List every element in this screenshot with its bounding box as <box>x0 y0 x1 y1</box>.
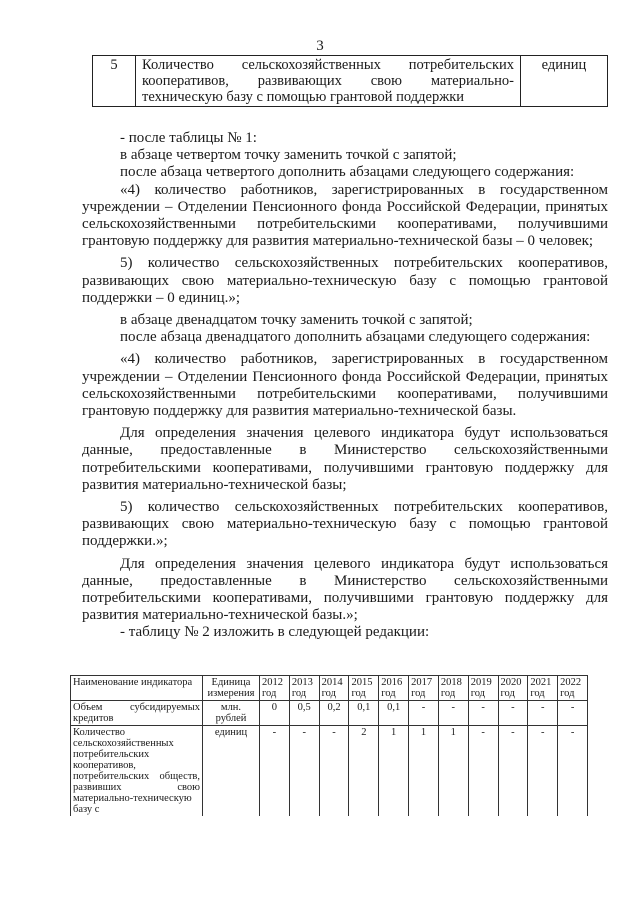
paragraph: 5) количество сельскохозяйственных потребительских кооперативов, развивающих свою материально-техническую базу с помощью грантовой поддержки – 0 единиц.»; <box>82 255 608 306</box>
paragraph: 5) количество сельскохозяйственных потребительских кооперативов, развивающих свою материально-техническую базу с помощью грантовой поддержки.»; <box>82 499 608 550</box>
indicator-name: Количество сельскохозяйственных потребительских кооперативов, потребительских обществ, развивших свою материально-техническую базу с <box>71 726 203 817</box>
indicator-text: Количество сельскохозяйственных потребительских кооперативов, развивающих свою материально-техническую базу с помощью грантовой поддержки <box>136 56 521 107</box>
column-header: 2021 год <box>528 676 558 701</box>
row-number: 5 <box>93 56 136 107</box>
indicator-name: Объем субсидируемых кредитов <box>71 701 203 726</box>
value-cell: - <box>558 726 588 817</box>
value-cell: 0,1 <box>349 701 379 726</box>
value-cell: - <box>289 726 319 817</box>
table-row <box>71 726 588 817</box>
paragraph: после абзаца четвертого дополнить абзацами следующего содержания: <box>120 164 575 181</box>
column-header: Единица измерения <box>203 676 260 701</box>
paragraph: в абзаце четвертом точку заменить точкой с запятой; <box>120 147 457 164</box>
value-cell: - <box>468 726 498 817</box>
unit-cell: млн. рублей <box>203 701 260 726</box>
paragraph: «4) количество работников, зарегистрированных в государственном учреждении – Отделении Пенсионного фонда Российской Федерации, принятых сельскохозяйственными потребительскими кооперативами, получившими грантовую поддержку для развития материально-технической базы – 0 человек; <box>82 181 608 250</box>
value-cell: - <box>498 726 528 817</box>
column-header: Наименование индикатора <box>71 676 203 701</box>
column-header: 2014 год <box>319 676 349 701</box>
column-header: 2018 год <box>438 676 468 701</box>
value-cell: 1 <box>438 726 468 817</box>
column-header: 2015 год <box>349 676 379 701</box>
value-cell: 0 <box>260 701 290 726</box>
value-cell: 0,5 <box>289 701 319 726</box>
document-body <box>82 130 608 642</box>
value-cell: - <box>498 701 528 726</box>
paragraph: «4) количество работников, зарегистрированных в государственном учреждении – Отделении Пенсионного фонда Российской Федерации, принятых сельскохозяйственными потребительскими кооперативами, получившими грантовую поддержку для развития материально-технической базы. <box>82 351 608 420</box>
value-cell: - <box>558 701 588 726</box>
indicator-table-fragment <box>92 55 608 107</box>
value-cell: - <box>528 726 558 817</box>
value-cell: 1 <box>409 726 439 817</box>
column-header: 2019 год <box>468 676 498 701</box>
value-cell: - <box>319 726 349 817</box>
value-cell: - <box>260 726 290 817</box>
value-cell: 0,1 <box>379 701 409 726</box>
paragraph: Для определения значения целевого индикатора будут использоваться данные, предоставленные в Министерство сельскохозяйственными потребительскими кооперативами, получившими грантовую поддержку для развития материально-технической базы; <box>82 425 608 493</box>
column-header: 2012 год <box>260 676 290 701</box>
indicator-unit: единиц <box>521 56 608 107</box>
column-header: 2020 год <box>498 676 528 701</box>
table-row <box>93 56 608 107</box>
paragraph: в абзаце двенадцатом точку заменить точкой с запятой; <box>120 312 473 329</box>
value-cell: - <box>468 701 498 726</box>
value-cell: 2 <box>349 726 379 817</box>
paragraph: - таблицу № 2 изложить в следующей редакции: <box>120 624 430 641</box>
column-header: 2013 год <box>289 676 319 701</box>
column-header: 2017 год <box>409 676 439 701</box>
paragraph: - после таблицы № 1: <box>120 130 257 146</box>
value-cell: - <box>409 701 439 726</box>
paragraph: Для определения значения целевого индикатора будут использоваться данные, предоставленные в Министерство сельскохозяйственными потребительскими кооперативами, получившими грантовую поддержку для развития материально-технической базы.»; <box>82 555 608 624</box>
page-number: 3 <box>316 38 324 54</box>
column-header: 2016 год <box>379 676 409 701</box>
value-cell: - <box>438 701 468 726</box>
indicator-values-table <box>70 675 588 816</box>
value-cell: 1 <box>379 726 409 817</box>
column-header: 2022 год <box>558 676 588 701</box>
unit-cell: единиц <box>203 726 260 817</box>
table-header-row <box>71 676 588 701</box>
table-row <box>71 701 588 726</box>
paragraph: после абзаца двенадцатого дополнить абзацами следующего содержания: <box>120 329 591 346</box>
value-cell: 0,2 <box>319 701 349 726</box>
value-cell: - <box>528 701 558 726</box>
